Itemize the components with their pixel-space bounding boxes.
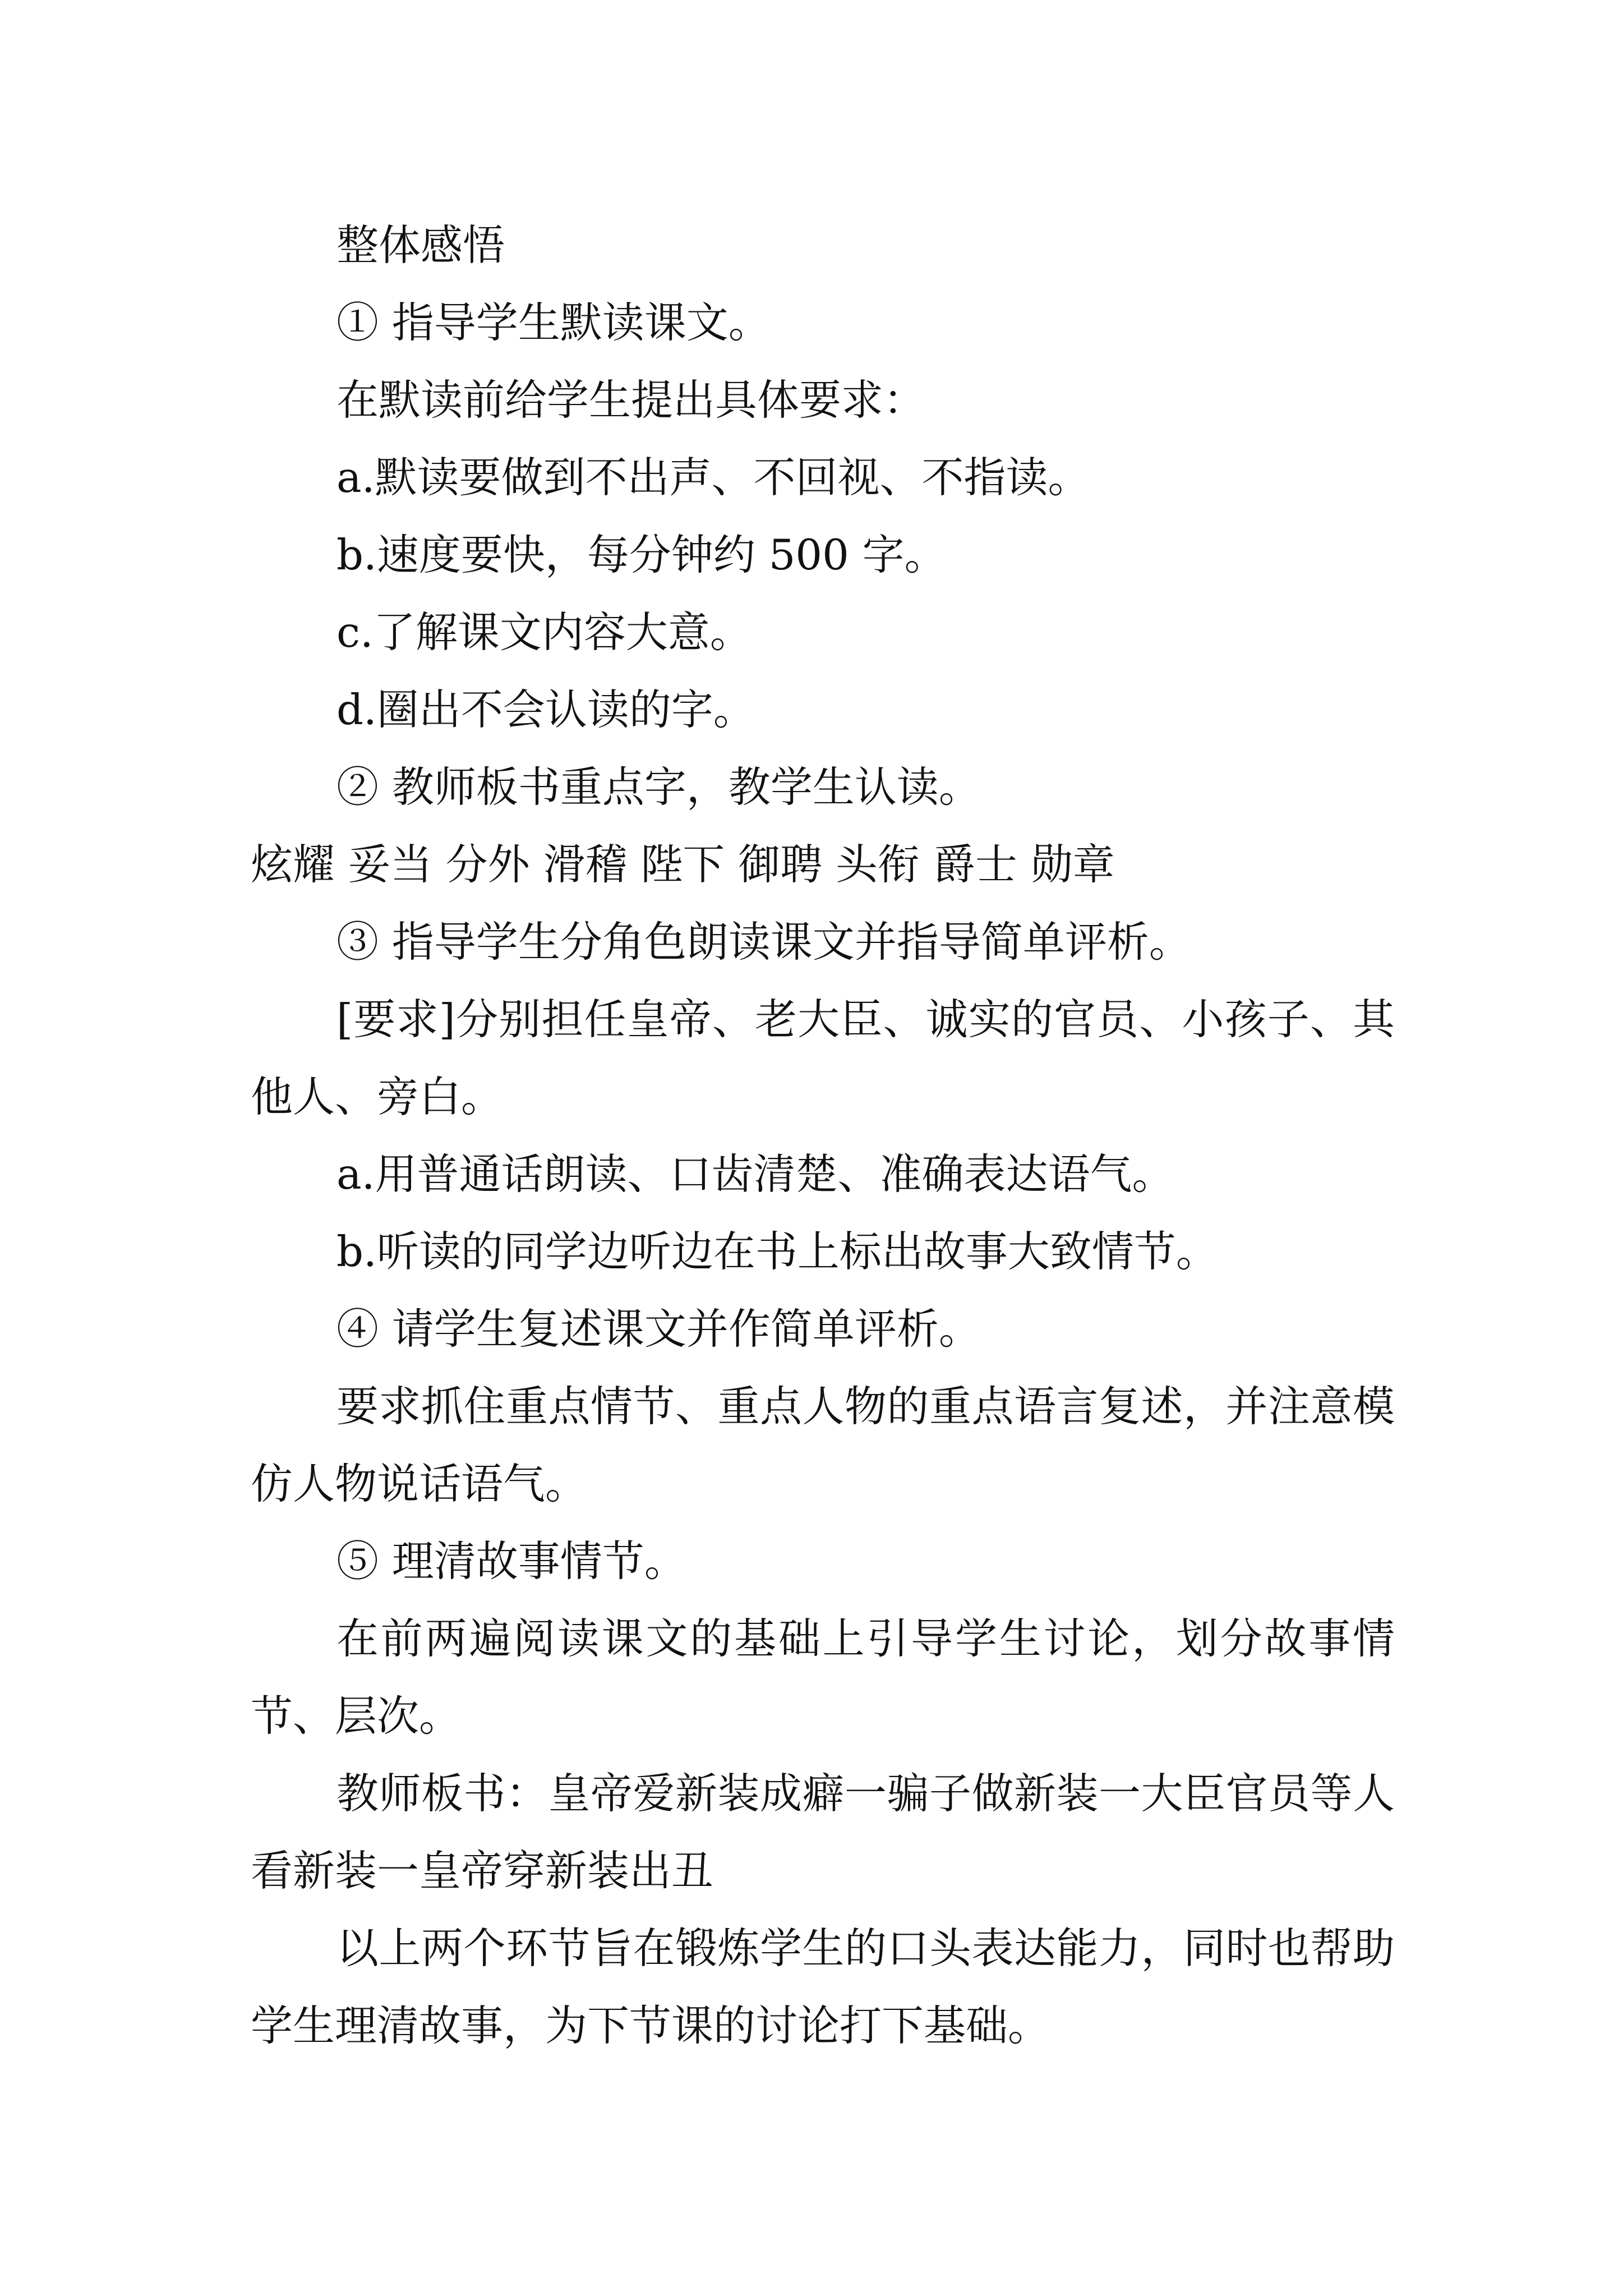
paragraph: 要求抓住重点情节、重点人物的重点语言复述，并注意模仿人物说话语气。 [251, 1382, 1395, 1508]
list-item: b.速度要快，每分钟约 500 字。 [336, 530, 947, 579]
step-2: ② 教师板书重点字，教学生认读。 [336, 762, 981, 812]
list-item: a.默读要做到不出声、不回视、不指读。 [336, 453, 1090, 502]
section-heading: 整体感悟 [336, 220, 505, 270]
paragraph: 在前两遍阅读课文的基础上引导学生讨论，划分故事情节、层次。 [251, 1614, 1395, 1741]
step-4: ④ 请学生复述课文并作简单评析。 [336, 1304, 981, 1354]
paragraph: 以上两个环节旨在锻炼学生的口头表达能力，同时也帮助学生理清故事，为下节课的讨论打下基础。 [251, 1924, 1395, 2050]
list-item: c.了解课文内容大意。 [336, 608, 752, 657]
list-item: a.用普通话朗读、口齿清楚、准确表达语气。 [336, 1149, 1174, 1199]
step-1: ① 指导学生默读课文。 [336, 298, 771, 347]
paragraph: 在默读前给学生提出具体要求： [336, 375, 926, 425]
paragraph: [要求]分别担任皇帝、老大臣、诚实的官员、小孩子、其他人、旁白。 [251, 995, 1395, 1121]
step-5: ⑤ 理清故事情节。 [336, 1536, 686, 1586]
paragraph: 教师板书：皇帝爱新装成癖一骗子做新装一大臣官员等人看新装一皇帝穿新装出丑 [251, 1769, 1395, 1895]
list-item: b.听读的同学边听边在书上标出故事大致情节。 [336, 1227, 1218, 1276]
step-3: ③ 指导学生分角色朗读课文并指导简单评析。 [336, 917, 1191, 967]
list-item: d.圈出不会认读的字。 [336, 685, 755, 734]
vocabulary-line: 炫耀 妥当 分外 滑稽 陛下 御聘 头衔 爵士 勋章 [251, 840, 1115, 889]
document-body [251, 206, 1395, 2064]
